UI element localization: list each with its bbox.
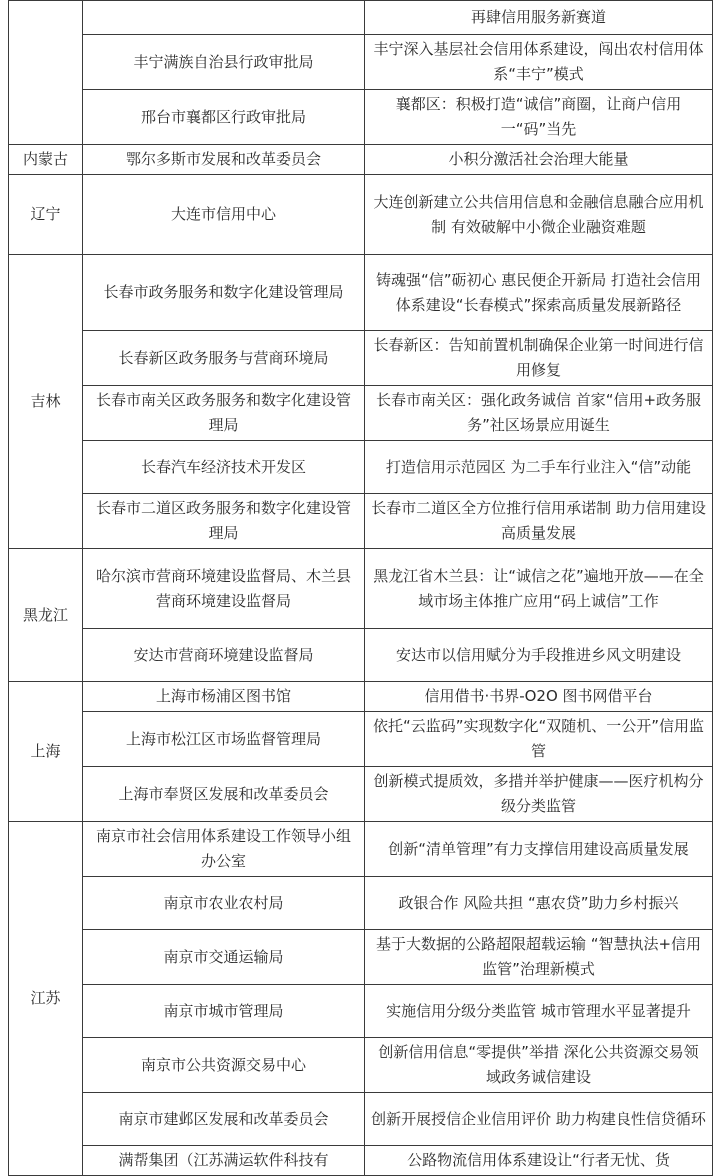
table-row (9, 1038, 713, 1093)
desc-cell: 创新开展授信企业信用评价 助力构建良性信贷循环 (365, 1093, 713, 1146)
table-row (9, 767, 713, 822)
org-cell: 邢台市襄都区行政审批局 (83, 90, 365, 145)
desc-cell: 大连创新建立公共信用信息和金融信息融合应用机制 有效破解中小微企业融资难题 (365, 175, 713, 255)
org-cell: 上海市杨浦区图书馆 (83, 682, 365, 712)
table-row (9, 1146, 713, 1176)
org-cell: 长春市南关区政务服务和数字化建设管理局 (83, 386, 365, 441)
org-cell: 长春汽车经济技术开发区 (83, 441, 365, 494)
desc-cell: 信用借书·书界-O2O 图书网借平台 (365, 682, 713, 712)
table-row (9, 255, 713, 331)
desc-cell: 长春市南关区：强化政务诚信 首家“信用+政务服务”社区场景应用诞生 (365, 386, 713, 441)
desc-cell: 黑龙江省木兰县：让“诚信之花”遍地开放——在全域市场主体推广应用“码上诚信”工作 (365, 549, 713, 629)
table-row (9, 712, 713, 767)
desc-cell: 政银合作 风险共担 “惠农贷”助力乡村振兴 (365, 877, 713, 930)
org-cell: 哈尔滨市营商环境建设监督局、木兰县营商环境建设监督局 (83, 549, 365, 629)
org-cell: 鄂尔多斯市发展和改革委员会 (83, 145, 365, 175)
desc-cell: 丰宁深入基层社会信用体系建设，闯出农村信用体系“丰宁”模式 (365, 35, 713, 90)
org-cell: 满帮集团（江苏满运软件科技有 (83, 1146, 365, 1176)
org-cell: 南京市公共资源交易中心 (83, 1038, 365, 1093)
org-cell (83, 1, 365, 35)
org-cell: 安达市营商环境建设监督局 (83, 629, 365, 682)
org-cell: 上海市松江区市场监督管理局 (83, 712, 365, 767)
table-row (9, 1093, 713, 1146)
province-cell (9, 1, 83, 145)
province-cell: 黑龙江 (9, 549, 83, 682)
org-cell: 南京市农业农村局 (83, 877, 365, 930)
table-row (9, 629, 713, 682)
org-cell: 南京市交通运输局 (83, 930, 365, 985)
desc-cell: 基于大数据的公路超限超载运输 “智慧执法+信用监管”治理新模式 (365, 930, 713, 985)
desc-cell: 打造信用示范园区 为二手车行业注入“信”动能 (365, 441, 713, 494)
org-cell: 丰宁满族自治县行政审批局 (83, 35, 365, 90)
table-row (9, 90, 713, 145)
table-row (9, 930, 713, 985)
desc-cell: 创新“清单管理”有力支撑信用建设高质量发展 (365, 822, 713, 877)
desc-cell: 铸魂强“信”砺初心 惠民便企开新局 打造社会信用体系建设“长春模式”探索高质量发展新路径 (365, 255, 713, 331)
province-cell: 吉林 (9, 255, 83, 549)
org-cell: 大连市信用中心 (83, 175, 365, 255)
desc-cell: 依托“云监码”实现数字化“双随机、一公开”信用监管 (365, 712, 713, 767)
desc-cell: 长春市二道区全方位推行信用承诺制 助力信用建设高质量发展 (365, 494, 713, 549)
province-cell: 辽宁 (9, 175, 83, 255)
table-row (9, 549, 713, 629)
table-row (9, 441, 713, 494)
desc-cell: 创新信用信息“零提供”举措 深化公共资源交易领域政务诚信建设 (365, 1038, 713, 1093)
table-row (9, 145, 713, 175)
table-row (9, 877, 713, 930)
desc-cell: 襄都区：积极打造“诚信”商圈，让商户信用一“码”当先 (365, 90, 713, 145)
org-cell: 上海市奉贤区发展和改革委员会 (83, 767, 365, 822)
desc-cell: 小积分激活社会治理大能量 (365, 145, 713, 175)
desc-cell: 实施信用分级分类监管 城市管理水平显著提升 (365, 985, 713, 1038)
org-cell: 南京市建邺区发展和改革委员会 (83, 1093, 365, 1146)
table-row (9, 494, 713, 549)
province-cell: 上海 (9, 682, 83, 822)
table-row (9, 175, 713, 255)
org-cell: 长春市二道区政务服务和数字化建设管理局 (83, 494, 365, 549)
desc-cell: 再肆信用服务新赛道 (365, 1, 713, 35)
table-row (9, 1, 713, 35)
table-row (9, 822, 713, 877)
desc-cell: 长春新区：告知前置机制确保企业第一时间进行信用修复 (365, 331, 713, 386)
table-row (9, 331, 713, 386)
province-cell: 江苏 (9, 822, 83, 1176)
desc-cell: 公路物流信用体系建设让“行者无忧、货 (365, 1146, 713, 1176)
desc-cell: 安达市以信用赋分为手段推进乡风文明建设 (365, 629, 713, 682)
org-cell: 南京市社会信用体系建设工作领导小组办公室 (83, 822, 365, 877)
table-row (9, 985, 713, 1038)
org-cell: 长春市政务服务和数字化建设管理局 (83, 255, 365, 331)
table-row (9, 35, 713, 90)
cases-table (8, 0, 713, 1176)
table-row (9, 386, 713, 441)
table-row (9, 682, 713, 712)
org-cell: 南京市城市管理局 (83, 985, 365, 1038)
province-cell: 内蒙古 (9, 145, 83, 175)
desc-cell: 创新模式提质效，多措并举护健康——医疗机构分级分类监管 (365, 767, 713, 822)
org-cell: 长春新区政务服务与营商环境局 (83, 331, 365, 386)
